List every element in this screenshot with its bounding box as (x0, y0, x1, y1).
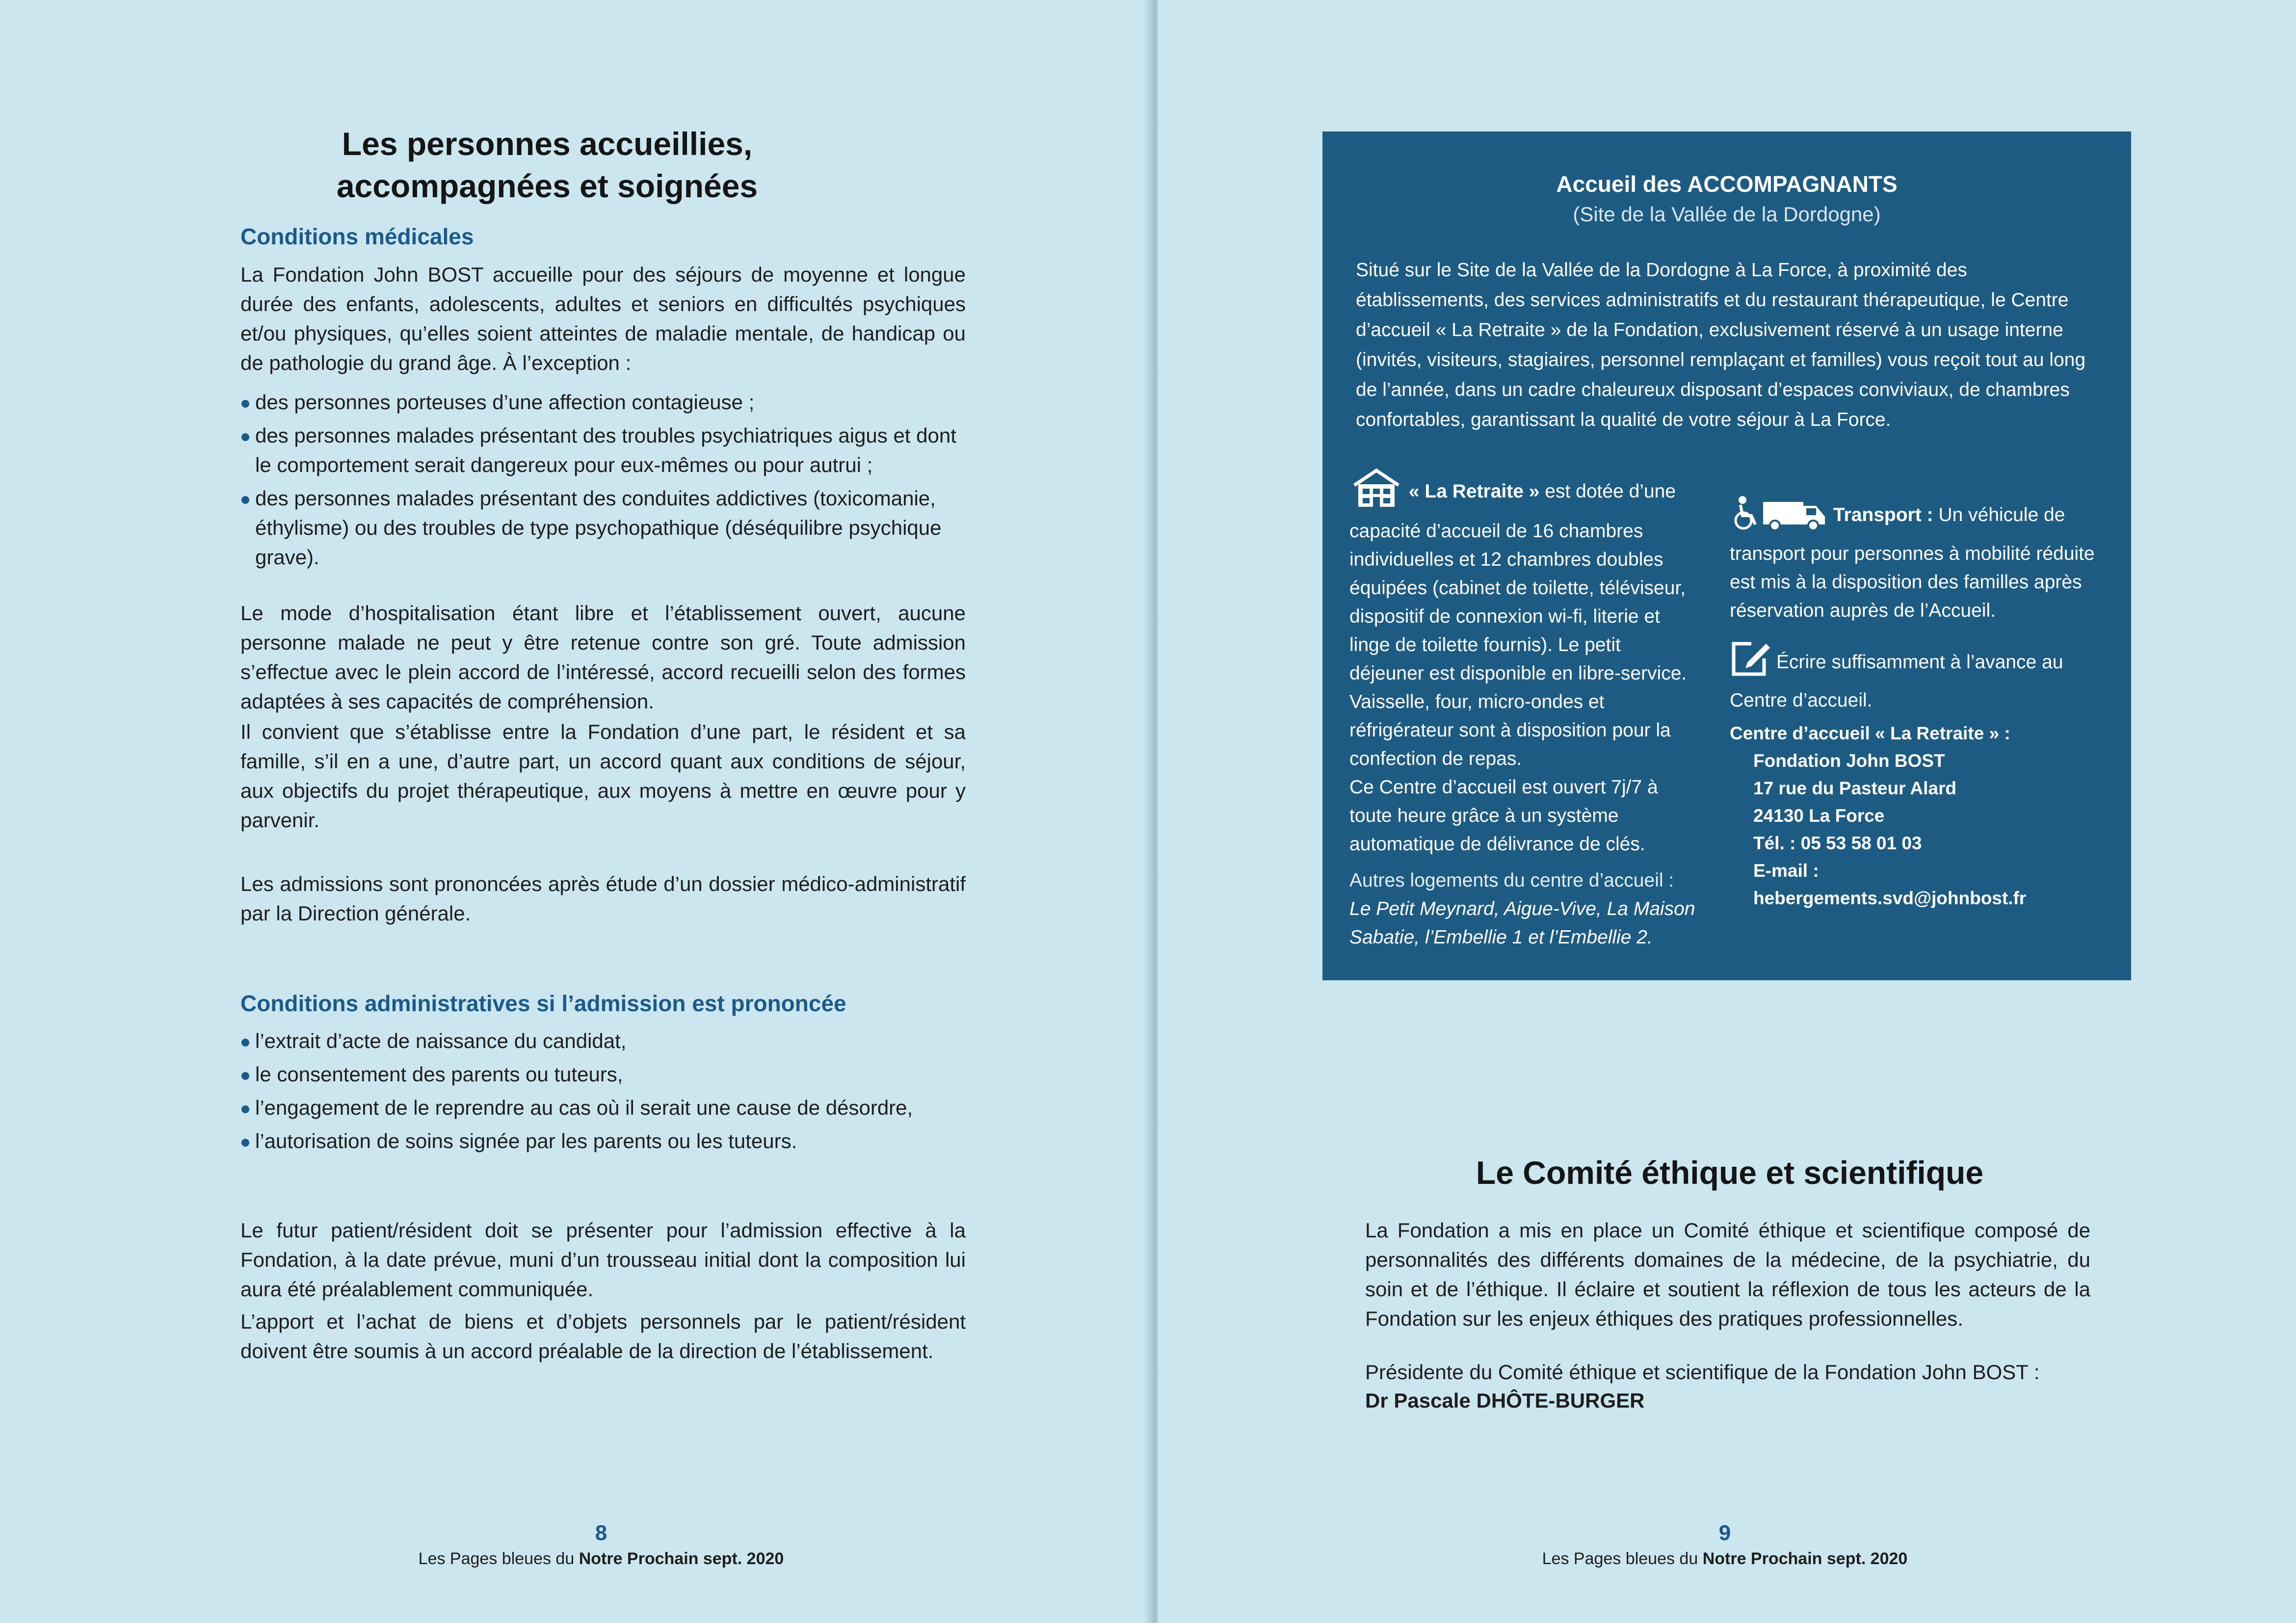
footer-caption (1467, 1549, 1982, 1569)
contact-phone: Tél. : 05 53 58 01 03 (1753, 833, 1922, 853)
page-number: 8 (595, 1521, 607, 1545)
title-line-1: Les personnes accueillies, (342, 126, 753, 162)
list-item: l’extrait d’acte de naissance du candidat, (240, 1026, 966, 1056)
retraite-column (1349, 468, 1698, 952)
contact-email: E-mail : hebergements.svd@johnbost.fr (1753, 861, 2027, 908)
contact-line: Fondation John BOST (1753, 751, 1945, 771)
retraite-opening: Ce Centre d’accueil est ouvert 7j/7 à toute heure grâce à un système automatique de délivrance de clés. (1349, 777, 1658, 855)
transport-label: Transport : (1833, 504, 1933, 525)
medical-exclusions-list (240, 388, 966, 576)
list-item: le consentement des parents ou tuteurs, (240, 1060, 966, 1089)
footer-prefix: Les Pages bleues du (1542, 1549, 1703, 1568)
hospitalisation-paragraph: Le mode d’hospitalisation étant libre et l’établissement ouvert, aucune personne malade ne peut y être retenue contre son gré. Toute admission s’effectue avec le plein accord de l’intéressé, accord recueilli selon des formes adaptées à ses capacités de compréhension. (240, 602, 966, 713)
list-item: des personnes malades présentant des troubles psychiatriques aigus et dont le comportement serait dangereux pour eux-mêmes ou pour autrui ; (240, 421, 966, 480)
admin-documents-list (240, 1026, 966, 1160)
trousseau-paragraph: Le futur patient/résident doit se présenter pour l’admission effective à la Fondation, à la date prévue, muni d’un trousseau initial dont la composition lui aura été préalablement communiquée. (240, 1219, 966, 1301)
page-footer-right (1467, 1521, 1982, 1569)
admin-conditions-heading: Conditions administratives si l’admission est prononcée (240, 991, 846, 1016)
president-name: Dr Pascale DHÔTE-BURGER (1365, 1389, 1645, 1412)
contact-line: 17 rue du Pasteur Alard (1753, 778, 1956, 798)
other-housing-label: Autres logements du centre d’accueil : (1349, 870, 1674, 891)
personal-goods-paragraph: L’apport et l’achat de biens et d’objets personnels par le patient/résident doivent être soumis à un accord préalable de la direction de l’établissement. (240, 1310, 966, 1362)
write-block (1730, 640, 2095, 715)
list-item: des personnes porteuses d’une affection contagieuse ; (240, 388, 966, 417)
committee-title: Le Comité éthique et scientifique (1476, 1154, 1984, 1191)
other-housing-places: Le Petit Meynard, Aigue-Vive, La Maison Sabatie, l’Embellie 1 et l’Embellie 2. (1349, 898, 1695, 948)
box-title: Accueil des ACCOMPAGNANTS (1556, 171, 1898, 197)
footer-publication: Notre Prochain sept. 2020 (1702, 1549, 1908, 1568)
admissions-paragraph: Les admissions sont prononcées après étude d’un dossier médico-administratif par la Direction générale. (240, 872, 966, 925)
list-item: l’engagement de le reprendre au cas où il serait une cause de désordre, (240, 1093, 966, 1123)
retraite-name: « La Retraite » (1408, 480, 1540, 502)
write-text: Écrire suffisamment à l’avance au Centre d’accueil. (1730, 651, 2063, 711)
contact-heading: Centre d’accueil « La Retraite » : (1730, 723, 2010, 743)
transport-text: Un véhicule de transport pour personnes à mobilité réduite est mis à la disposition des familles après réservation auprès de l’Accueil. (1730, 504, 2095, 621)
contact-line: 24130 La Force (1753, 806, 1885, 826)
pencil-note-icon (1730, 640, 1771, 686)
footer-prefix: Les Pages bleues du (418, 1549, 579, 1568)
committee-president (1365, 1358, 2090, 1415)
page-footer-left (343, 1521, 859, 1569)
retraite-text: est dotée d’une capacité d’accueil de 16 chambres individuelles et 12 chambres doubles équipées (cabinet de toilette, téléviseur, dispositif de connexion wi-fi, literie et linge de toilette fournis). Le petit déjeuner est disponible en libre-service. Vaisselle, four, micro-ondes et réfrigérateur sont à disposition pour la confection de repas. (1349, 480, 1687, 769)
footer-publication: Notre Prochain sept. 2020 (579, 1549, 784, 1568)
page-number: 9 (1718, 1521, 1731, 1545)
committee-text: La Fondation a mis en place un Comité éthique et scientifique composé de personnalités des différents domaines de la médecine, de la psychiatrie, du soin et de l’éthique. Il éclaire et soutient la réflexion de tous les acteurs de la Fondation sur les enjeux éthiques des pratiques professionnelles. (1365, 1219, 2090, 1330)
services-column (1730, 492, 2095, 912)
agreement-paragraph: Il convient que s’établisse entre la Fondation d’une part, le résident et sa famille, s’il en a une, d’autre part, un accord quant aux conditions de séjour, aux objectifs du projet thérapeutique, aux moyens à mettre en œuvre pour y parvenir. (240, 720, 966, 832)
house-icon (1349, 468, 1403, 517)
wheelchair-van-icon (1730, 492, 1828, 540)
box-intro: Situé sur le Site de la Vallée de la Dordogne à La Force, à proximité des établissements, des services administratifs et du restaurant thérapeutique, le Centre d’accueil « La Retraite » de la Fondation, exclusivement réservé à un usage interne (invités, visiteurs, stagiaires, personnel remplaçant et familles) vous reçoit tout au long de l’année, dans un cadre chaleureux disposant d’espaces conviviaux, de chambres confortables, garantissant la qualité de votre séjour à La Force. (1356, 260, 2086, 430)
page-title (240, 123, 854, 207)
box-subtitle: (Site de la Vallée de la Dordogne) (1573, 203, 1881, 226)
president-label: Présidente du Comité éthique et scientifique de la Fondation John BOST : (1365, 1361, 2040, 1384)
footer-caption (343, 1549, 859, 1569)
accompagnants-box (1322, 131, 2131, 980)
contact-address (1730, 747, 2095, 912)
list-item: des personnes malades présentant des conduites addictives (toxicomanie, éthylisme) ou des troubles de type psychopathique (déséquilibre psychique grave). (240, 484, 966, 572)
transport-block (1730, 492, 2095, 625)
medical-intro: La Fondation John BOST accueille pour des séjours de moyenne et longue durée des enfants, adolescents, adultes et seniors en difficultés psychiques et/ou physiques, qu’elles soient atteintes de maladie mentale, de handicap ou de pathologie du grand âge. À l’exception : (240, 263, 966, 374)
medical-conditions-heading: Conditions médicales (240, 224, 474, 249)
list-item: l’autorisation de soins signée par les parents ou les tuteurs. (240, 1126, 966, 1156)
title-line-2: accompagnées et soignées (336, 168, 758, 204)
